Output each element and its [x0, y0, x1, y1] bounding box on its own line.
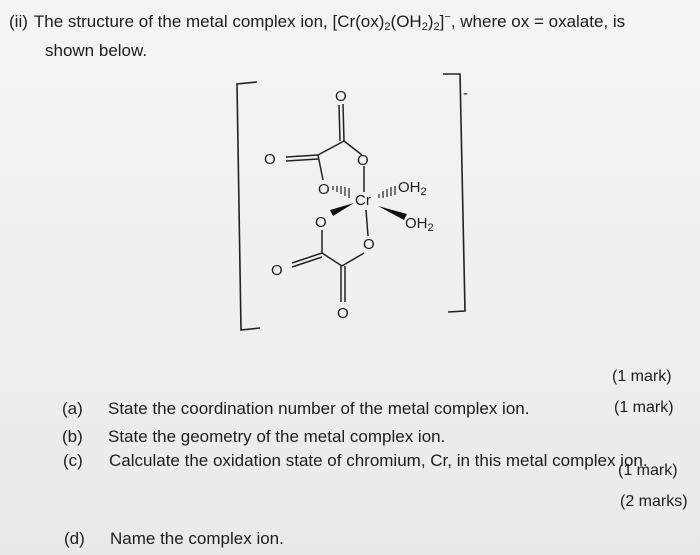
upper-oxalate [286, 104, 364, 192]
question-b-text: State the geometry of the metal complex ion. [108, 427, 446, 446]
question-c [63, 451, 648, 471]
intro-text-before: The structure of the metal complex ion, [Cr(ox) [33, 12, 385, 31]
question-c-text: Calculate the oxidation state of chromium, Cr, in this metal complex ion. [109, 451, 648, 470]
metal-center: Cr [355, 192, 371, 209]
intro-sub-2: 2 [421, 21, 428, 33]
upper-carbonyl-o: O [335, 88, 347, 105]
mark-c: (1 mark) [618, 462, 678, 479]
ligand-oh2-lower: $OH_2$ [405, 215, 434, 234]
question-d-text: Name the complex ion. [110, 529, 284, 548]
question-a [62, 399, 529, 419]
upper-o-ring: O [357, 152, 369, 169]
question-d-label: (d) [64, 529, 85, 548]
right-bracket [443, 74, 465, 312]
lower-oxalate [292, 210, 368, 302]
question-b-label: (b) [62, 427, 83, 446]
hashed-bond-left [333, 186, 349, 198]
intro-text-after: , where ox = oxalate, is [450, 12, 626, 31]
intro-text-mid: (OH [390, 12, 422, 31]
mark-d: (2 marks) [620, 493, 688, 510]
intro-charge: − [444, 11, 451, 23]
ligand-oh2-upper: $OH_2$ [398, 179, 427, 198]
complex-charge: - [463, 85, 468, 102]
wedge-o: O [315, 214, 327, 231]
question-b [62, 427, 445, 447]
intro-line-2: shown below. [45, 41, 148, 60]
intro-sub-3: 2 [433, 21, 440, 33]
question-a-text: State the coordination number of the metal complex ion. [108, 399, 530, 418]
lower-carbonyl-o: O [337, 305, 349, 322]
hashed-bond-oh2 [379, 186, 395, 198]
question-c-label: (c) [63, 451, 83, 470]
question-a-label: (a) [62, 399, 83, 418]
intro-text-end: ] [439, 12, 445, 31]
mark-b: (1 mark) [614, 399, 674, 416]
intro-sub-1: 2 [384, 21, 391, 33]
lower-o-ring: O [363, 236, 375, 253]
mark-a: (1 mark) [612, 368, 672, 385]
question-d [64, 529, 284, 549]
intro-text-mid2: ) [427, 12, 434, 31]
axial-o: O [318, 181, 330, 198]
upper-o-side: O [264, 151, 276, 168]
question-number: (ii) [9, 12, 28, 31]
wedge-bond-oh2 [378, 206, 407, 220]
lower-o-side: O [271, 262, 283, 279]
left-bracket [237, 82, 260, 330]
wedge-bond-left [330, 203, 354, 216]
